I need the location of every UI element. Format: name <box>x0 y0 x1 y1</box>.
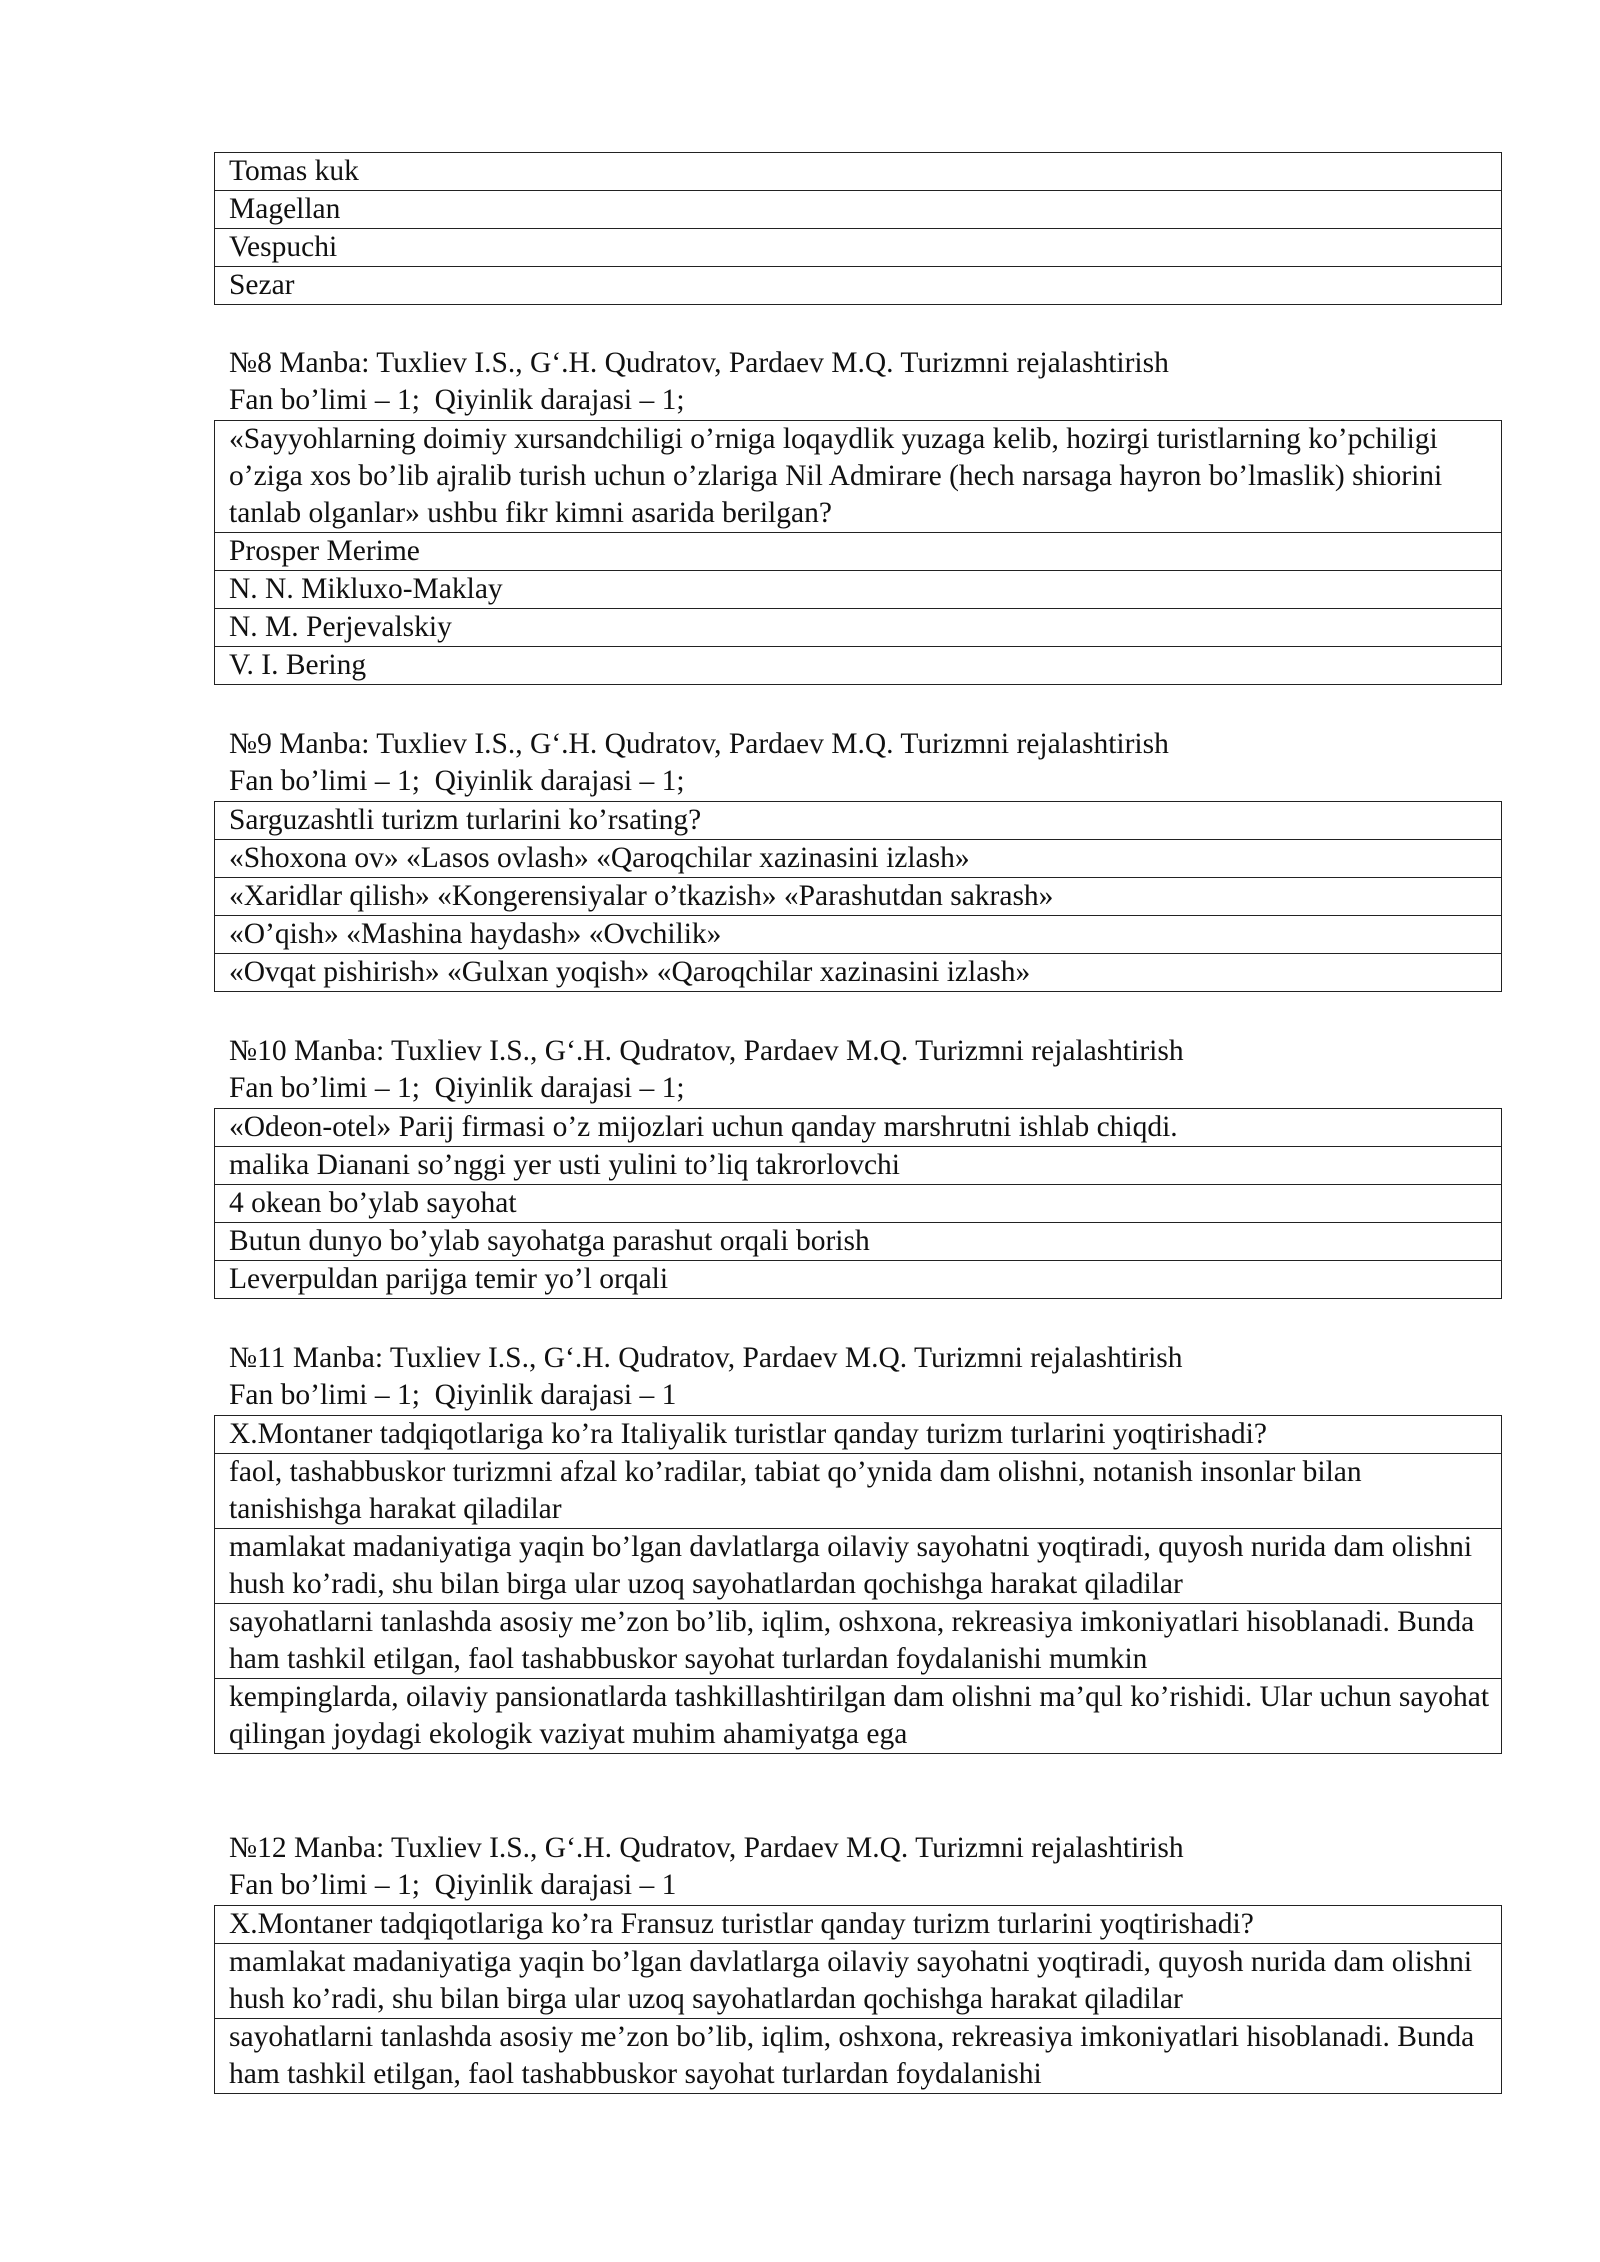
answer-row <box>215 840 1502 878</box>
answer-row <box>215 1454 1502 1529</box>
answer-option: kempinglarda, oilaviy pansionatlarda tashkillashtirilgan dam olishni ma’qul ko’rishidi. Ular uchun sayohat qilingan joydagi ekologik vaziyat muhim ahamiyatga ega <box>215 1679 1502 1754</box>
answer-row <box>215 1185 1502 1223</box>
answer-row <box>215 1529 1502 1604</box>
answer-row <box>215 609 1502 647</box>
question-source: №9 Manba: Tuxliev I.S., G‘.H. Qudratov, Pardaev M.Q. Turizmni rejalashtirish <box>229 728 1169 760</box>
question-source: №10 Manba: Tuxliev I.S., G‘.H. Qudratov, Pardaev M.Q. Turizmni rejalashtirish <box>229 1035 1184 1067</box>
answer-option: Prosper Merime <box>215 533 1502 571</box>
answers-table-q7 <box>214 152 1502 305</box>
answer-option: faol, tashabbuskor turizmni afzal ko’radilar, tabiat qo’ynida dam olishni, notanish insonlar bilan tanishishga harakat qiladilar <box>215 1454 1502 1529</box>
answer-option: «Ovqat pishirish» «Gulxan yoqish» «Qaroqchilar xazinasini izlash» <box>215 954 1502 992</box>
answer-row <box>215 1679 1502 1754</box>
answer-option: N. N. Mikluxo-Maklay <box>215 571 1502 609</box>
answer-row <box>215 916 1502 954</box>
question-table-11 <box>214 1415 1502 1754</box>
question-row <box>215 802 1502 840</box>
answer-option: Leverpuldan parijga temir yo’l orqali <box>215 1261 1502 1299</box>
answer-row <box>215 2019 1502 2094</box>
answer-row <box>215 1261 1502 1299</box>
answer-row <box>215 153 1502 191</box>
question-text: Sarguzashtli turizm turlarini ko’rsating? <box>215 802 1502 840</box>
answer-row <box>215 1944 1502 2019</box>
question-row <box>215 1416 1502 1454</box>
answer-option: Butun dunyo bo’ylab sayohatga parashut orqali borish <box>215 1223 1502 1261</box>
question-text: X.Montaner tadqiqotlariga ko’ra Fransuz turistlar qanday turizm turlarini yoqtirishadi? <box>215 1906 1502 1944</box>
question-meta: Fan bo’limi – 1; Qiyinlik darajasi – 1; <box>229 384 685 416</box>
answer-row <box>215 229 1502 267</box>
question-source: №11 Manba: Tuxliev I.S., G‘.H. Qudratov, Pardaev M.Q. Turizmni rejalashtirish <box>229 1342 1183 1374</box>
answer-option: V. I. Bering <box>215 647 1502 685</box>
question-meta: Fan bo’limi – 1; Qiyinlik darajasi – 1 <box>229 1869 677 1901</box>
question-meta: Fan bo’limi – 1; Qiyinlik darajasi – 1; <box>229 1072 685 1104</box>
answer-row <box>215 878 1502 916</box>
question-table-12 <box>214 1905 1502 2094</box>
answer-option: Tomas kuk <box>215 153 1502 191</box>
answer-option: mamlakat madaniyatiga yaqin bo’lgan davlatlarga oilaviy sayohatni yoqtiradi, quyosh nurida dam olishni hush ko’radi, shu bilan birga ular uzoq sayohatlardan qochishga harakat qiladilar <box>215 1944 1502 2019</box>
question-source: №8 Manba: Tuxliev I.S., G‘.H. Qudratov, Pardaev M.Q. Turizmni rejalashtirish <box>229 347 1169 379</box>
answer-row <box>215 1147 1502 1185</box>
answer-row <box>215 1223 1502 1261</box>
question-row <box>215 1906 1502 1944</box>
answer-option: «O’qish» «Mashina haydash» «Ovchilik» <box>215 916 1502 954</box>
answer-option: malika Dianani so’nggi yer usti yulini to’liq takrorlovchi <box>215 1147 1502 1185</box>
question-source: №12 Manba: Tuxliev I.S., G‘.H. Qudratov, Pardaev M.Q. Turizmni rejalashtirish <box>229 1832 1184 1864</box>
answer-row <box>215 1604 1502 1679</box>
question-meta: Fan bo’limi – 1; Qiyinlik darajasi – 1 <box>229 1379 677 1411</box>
answer-option: sayohatlarni tanlashda asosiy me’zon bo’lib, iqlim, oshxona, rekreasiya imkoniyatlari hisoblanadi. Bunda ham tashkil etilgan, faol tashabbuskor sayohat turlardan foydalanishi mumkin <box>215 1604 1502 1679</box>
answer-row <box>215 647 1502 685</box>
answer-option: «Xaridlar qilish» «Kongerensiyalar o’tkazish» «Parashutdan sakrash» <box>215 878 1502 916</box>
answer-row <box>215 954 1502 992</box>
answer-option: 4 okean bo’ylab sayohat <box>215 1185 1502 1223</box>
question-text: «Odeon-otel» Parij firmasi o’z mijozlari uchun qanday marshrutni ishlab chiqdi. <box>215 1109 1502 1147</box>
answer-row <box>215 191 1502 229</box>
question-meta: Fan bo’limi – 1; Qiyinlik darajasi – 1; <box>229 765 685 797</box>
answer-option: Vespuchi <box>215 229 1502 267</box>
question-row <box>215 421 1502 533</box>
question-text: «Sayyohlarning doimiy xursandchiligi o’rniga loqaydlik yuzaga kelib, hozirgi turistlarning ko’pchiligi o’ziga xos bo’lib ajralib turish uchun o’zlariga Nil Admirare (hech narsaga hayron bo’lmaslik) shiorini tanlab olganlar» ushbu fikr kimni asarida berilgan? <box>215 421 1502 533</box>
question-table-8 <box>214 420 1502 685</box>
answer-row <box>215 267 1502 305</box>
answer-option: Sezar <box>215 267 1502 305</box>
answer-option: N. M. Perjevalskiy <box>215 609 1502 647</box>
answer-row <box>215 533 1502 571</box>
question-table-9 <box>214 801 1502 992</box>
answer-option: «Shoxona ov» «Lasos ovlash» «Qaroqchilar xazinasini izlash» <box>215 840 1502 878</box>
question-table-10 <box>214 1108 1502 1299</box>
answer-option: sayohatlarni tanlashda asosiy me’zon bo’lib, iqlim, oshxona, rekreasiya imkoniyatlari hisoblanadi. Bunda ham tashkil etilgan, faol tashabbuskor sayohat turlardan foydalanishi <box>215 2019 1502 2094</box>
question-row <box>215 1109 1502 1147</box>
answer-row <box>215 571 1502 609</box>
answer-option: Magellan <box>215 191 1502 229</box>
question-text: X.Montaner tadqiqotlariga ko’ra Italiyalik turistlar qanday turizm turlarini yoqtirishadi? <box>215 1416 1502 1454</box>
answer-option: mamlakat madaniyatiga yaqin bo’lgan davlatlarga oilaviy sayohatni yoqtiradi, quyosh nurida dam olishni hush ko’radi, shu bilan birga ular uzoq sayohatlardan qochishga harakat qiladilar <box>215 1529 1502 1604</box>
